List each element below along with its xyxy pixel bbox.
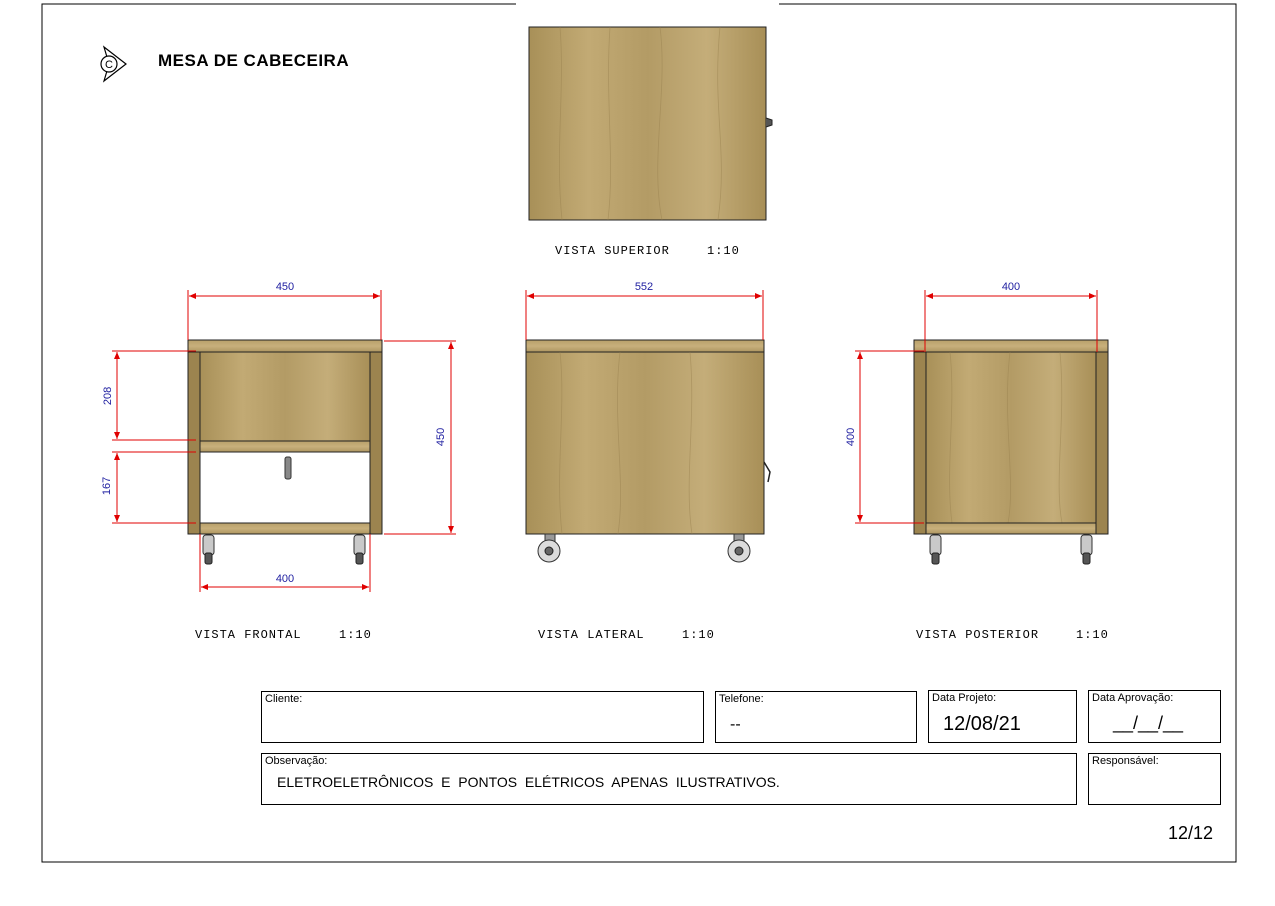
top-view-label: VISTA SUPERIOR [555, 244, 670, 258]
approval-value: __/__/__ [1113, 713, 1184, 733]
front-view [101, 281, 456, 642]
notes-label: Observação: [265, 755, 328, 767]
drawing-title: MESA DE CABECEIRA [158, 51, 350, 70]
project-date-label: Data Projeto: [932, 692, 997, 704]
dim-front-drawer: 167 [101, 476, 113, 496]
client-label: Cliente: [265, 693, 303, 705]
top-view-scale: 1:10 [707, 244, 740, 258]
phone-value: -- [730, 716, 741, 733]
wheel-icon [538, 534, 750, 562]
project-date-box [928, 690, 1077, 743]
project-date-value: 12/08/21 [943, 713, 1021, 735]
dim-front-height: 450 [435, 427, 447, 447]
front-view-scale: 1:10 [339, 628, 372, 642]
caster-icon [930, 535, 1092, 564]
back-view [845, 281, 1109, 642]
back-view-scale: 1:10 [1076, 628, 1109, 642]
logo-letter: C [105, 59, 113, 71]
front-view-label: VISTA FRONTAL [195, 628, 302, 642]
dim-front-inner-width: 400 [275, 573, 295, 585]
notes-value: ELETROELETRÔNICOS E PONTOS ELÉTRICOS APENAS ILUSTRATIVOS. [277, 774, 780, 790]
back-view-label: VISTA POSTERIOR [916, 628, 1040, 642]
approval-label: Data Aprovação: [1092, 692, 1174, 704]
phone-label: Telefone: [719, 693, 764, 705]
dim-back-width: 400 [1001, 281, 1021, 293]
dim-back-height: 400 [845, 427, 857, 447]
top-view [529, 27, 772, 258]
notes-box [261, 753, 1077, 805]
client-box [261, 691, 704, 743]
caster-icon [203, 535, 365, 564]
side-view-label: VISTA LATERAL [538, 628, 645, 642]
approval-date-box [1088, 690, 1221, 743]
logo-icon [101, 47, 126, 81]
page-number: 12/12 [1168, 823, 1214, 843]
dim-front-width: 450 [275, 281, 295, 293]
responsible-label: Responsável: [1092, 755, 1159, 767]
dim-front-upper: 208 [102, 386, 114, 406]
responsible-box [1088, 753, 1221, 805]
phone-box [715, 691, 917, 743]
dim-side-depth: 552 [634, 281, 654, 293]
side-view-scale: 1:10 [682, 628, 715, 642]
side-view [526, 281, 770, 642]
